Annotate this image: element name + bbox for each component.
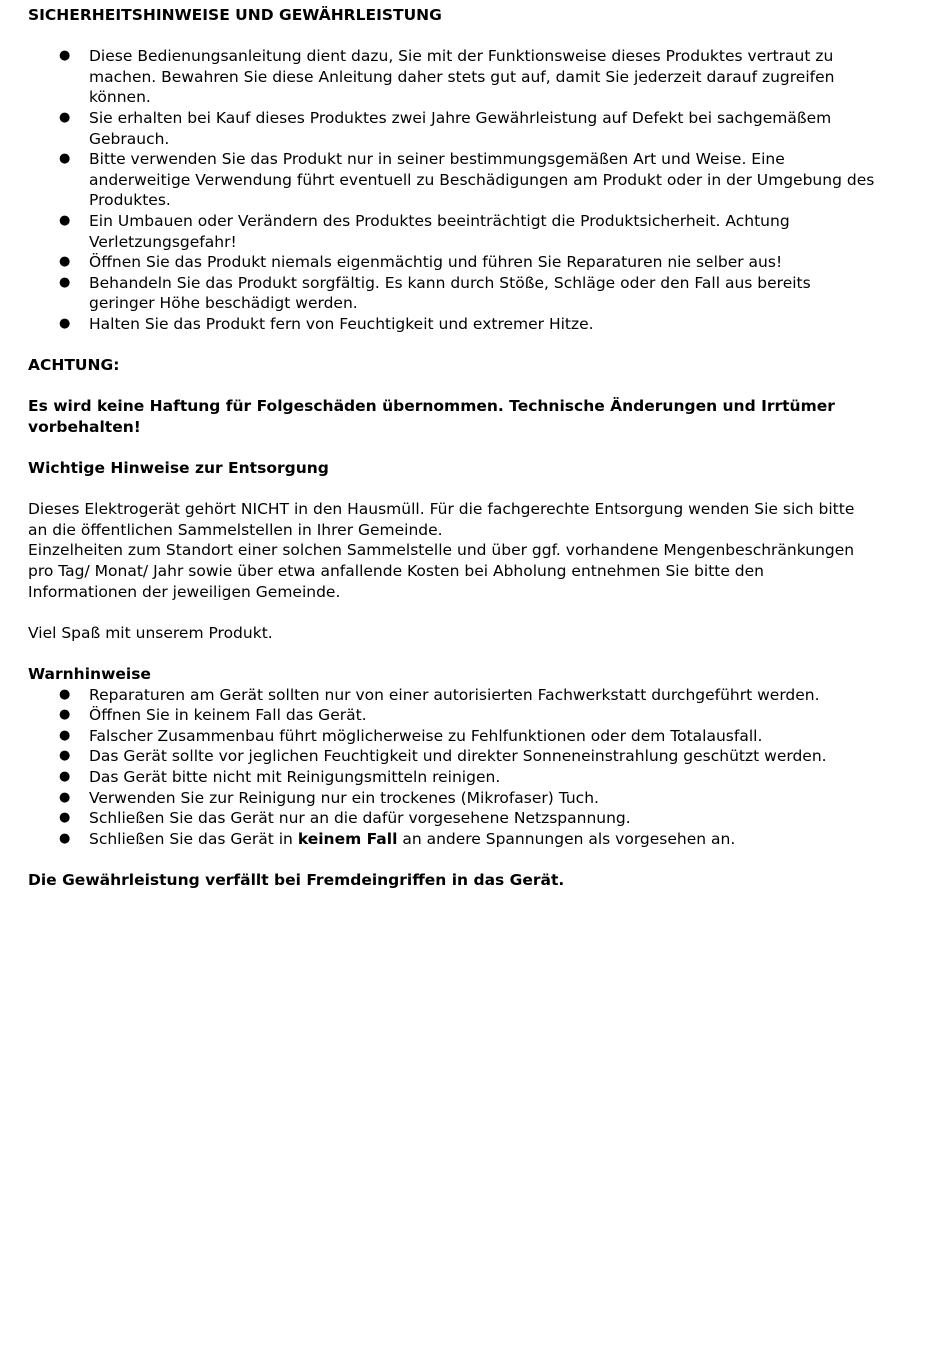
spacer [28,26,908,47]
attention-text: Es wird keine Haftung für Folgeschäden übernommen. Technische Änderungen und Irrtümer vorbehalten! [28,397,835,436]
list-item-text: Bitte verwenden Sie das Produkt nur in seiner bestimmungsgemäßen Art und Weise. Eine anderweitige Verwendung führt eventuell zu Beschädigungen am Produkt oder in der Umgebung des Produktes. [89,150,875,210]
spacer [28,437,908,458]
safety-list [28,46,908,334]
attention-label: ACHTUNG: [28,356,120,375]
list-item-text: Verwenden Sie zur Reinigung nur ein trockenes (Mikrofaser) Tuch. [89,788,599,807]
list-item [28,108,908,149]
list-item [28,211,908,252]
list-item-text: Das Gerät bitte nicht mit Reinigungsmitteln reinigen. [89,767,501,786]
list-item [28,767,908,788]
warnings-heading: Warnhinweise [28,665,151,683]
bullet-icon: ● [59,48,71,64]
disposal-paragraph-2: Einzelheiten zum Standort einer solchen Sammelstelle und über ggf. vorhandene Mengenbeschränkungen pro Tag/ Monat/ Jahr sowie über etwa anfallende Kosten bei Abholung entnehmen Sie bitte den Informationen der jeweiligen Gemeinde. [28,541,855,601]
list-item [28,149,908,211]
list-item [28,252,908,273]
bullet-icon: ● [59,254,71,270]
list-item-text-before: Schließen Sie das Gerät in [89,829,298,848]
list-item [28,314,908,335]
warranty-note: Die Gewährleistung verfällt bei Fremdeingriffen in das Gerät. [28,870,565,889]
bullet-icon: ● [59,748,71,764]
spacer [28,376,908,397]
list-item-text: Falscher Zusammenbau führt möglicherweise zu Fehlfunktionen oder dem Totalausfall. [89,726,763,745]
bullet-icon: ● [59,768,71,784]
spacer [28,643,908,664]
list-item-text: Öffnen Sie das Produkt niemals eigenmächtig und führen Sie Reparaturen nie selber aus! [89,253,783,272]
list-item-text: Sie erhalten bei Kauf dieses Produktes zwei Jahre Gewährleistung auf Defekt bei sachgemäßem Gebrauch. [89,108,832,148]
safety-heading: SICHERHEITSHINWEISE UND GEWÄHRLEISTUNG [28,6,442,24]
bullet-icon: ● [59,212,71,228]
list-item [28,273,908,314]
bullet-icon: ● [59,727,71,743]
spacer [28,335,908,356]
list-item-text-after: an andere Spannungen als vorgesehen an. [397,829,736,848]
list-item-text: Schließen Sie das Gerät nur an die dafür vorgesehene Netzspannung. [89,809,631,828]
bullet-icon: ● [59,789,71,805]
bullet-icon: ● [59,810,71,826]
list-item-text: Diese Bedienungsanleitung dient dazu, Sie mit der Funktionsweise dieses Produktes vertraut zu machen. Bewahren Sie diese Anleitung daher stets gut auf, damit Sie jederzeit darauf zugreifen können. [89,47,835,107]
list-item [28,46,908,108]
disposal-paragraph-1: Dieses Elektrogerät gehört NICHT in den Hausmüll. Für die fachgerechte Entsorgung wenden Sie sich bitte an die öffentlichen Sammelstellen in Ihrer Gemeinde. [28,500,855,539]
bullet-icon: ● [59,315,71,331]
spacer [28,602,908,623]
bullet-icon: ● [59,686,71,702]
spacer [28,479,908,500]
closing-text: Viel Spaß mit unserem Produkt. [28,623,273,642]
list-item [28,685,908,706]
list-item-text: Halten Sie das Produkt fern von Feuchtigkeit und extremer Hitze. [89,314,594,333]
list-item [28,726,908,747]
disposal-heading: Wichtige Hinweise zur Entsorgung [28,459,329,478]
list-item [28,705,908,726]
list-item-text: Das Gerät sollte vor jeglichen Feuchtigkeit und direkter Sonneneinstrahlung geschützt werden. [89,747,827,766]
list-item-text: Behandeln Sie das Produkt sorgfältig. Es kann durch Stöße, Schläge oder den Fall aus bereits geringer Höhe beschädigt werden. [89,273,811,313]
bullet-icon: ● [59,109,71,125]
list-item [28,788,908,809]
list-item-text: Reparaturen am Gerät sollten nur von einer autorisierten Fachwerkstatt durchgeführt werden. [89,685,820,704]
bullet-icon: ● [59,151,71,167]
bullet-icon: ● [59,707,71,723]
list-item [28,746,908,767]
list-item-text: Ein Umbauen oder Verändern des Produktes beeinträchtigt die Produktsicherheit. Achtung Verletzungsgefahr! [89,211,790,251]
list-item-text: Öffnen Sie in keinem Fall das Gerät. [89,706,367,725]
list-item [28,829,908,850]
bullet-icon: ● [59,274,71,290]
warnings-list [28,685,908,850]
spacer [28,849,908,870]
document-page [28,5,908,891]
list-item-emphasis: keinem Fall [297,829,398,848]
bullet-icon: ● [59,830,71,846]
list-item [28,808,908,829]
